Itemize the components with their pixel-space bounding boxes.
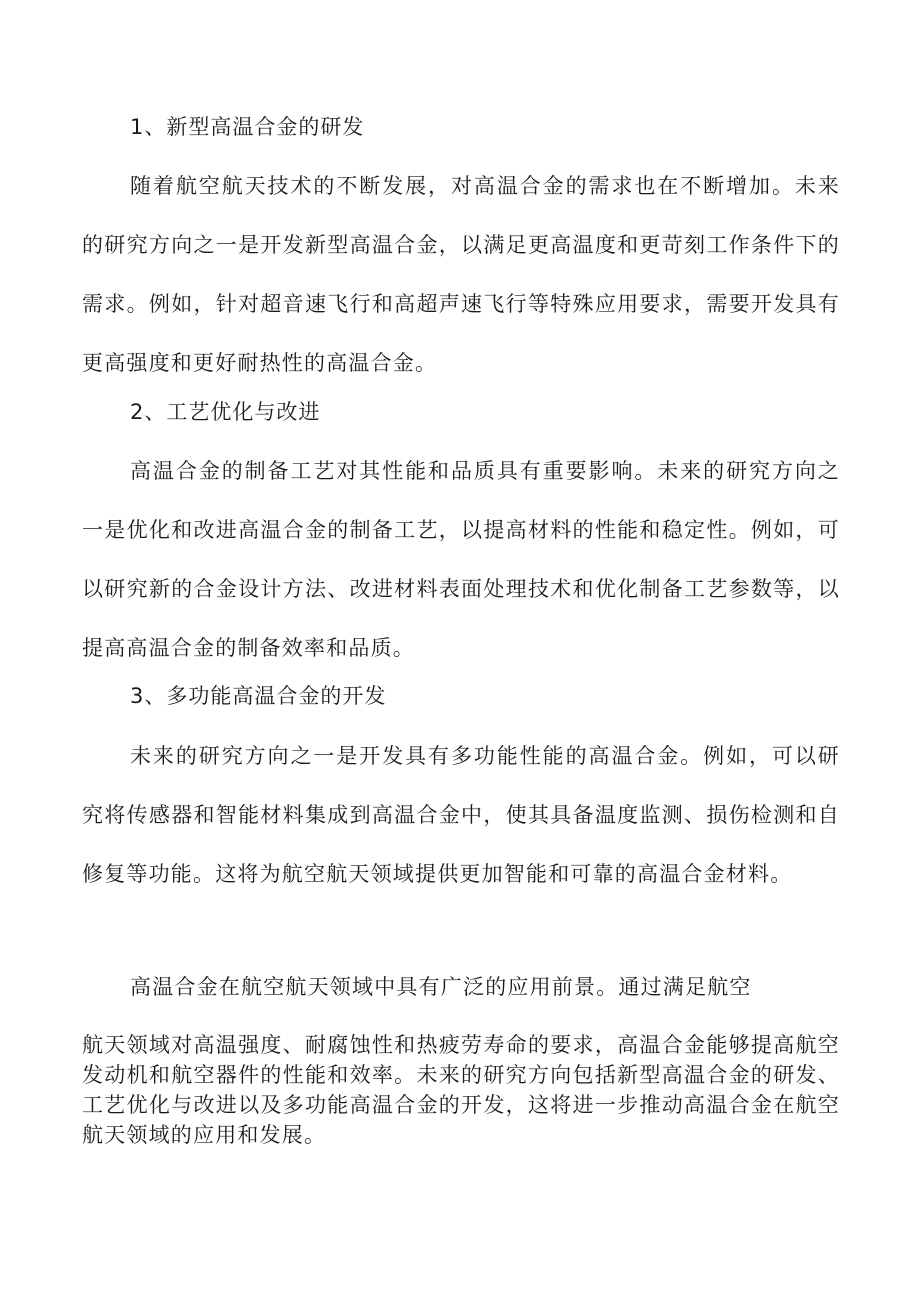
section-3-heading: 3、多功能高温合金的开发 [130, 684, 387, 708]
section-3-paragraph: 未来的研究方向之一是开发具有多功能性能的高温合金。例如，可以研究将传感器和智能材料集成到高温合金中，使其具备温度监测、损伤检测和自修复等功能。这将为航空航天领域提供更加智能和可靠的高温合金材料。 [82, 744, 840, 886]
section-1-paragraph: 随着航空航天技术的不断发展，对高温合金的需求也在不断增加。未来的研究方向之一是开发新型高温合金，以满足更高温度和更苛刻工作条件下的需求。例如，针对超音速飞行和高超声速飞行等特殊应用要求，需要开发具有更高强度和更好耐热性的高温合金。 [82, 174, 840, 375]
section-1-heading: 1、新型高温合金的研发 [130, 115, 365, 139]
conclusion-paragraph: 航天领域对高温强度、耐腐蚀性和热疲劳寿命的要求，高温合金能够提高航空发动机和航空器件的性能和效率。未来的研究方向包括新型高温合金的研发、工艺优化与改进以及多功能高温合金的开发，这将进一步推动高温合金在航空航天领域的应用和发展。 [82, 1033, 840, 1147]
conclusion-first-line: 高温合金在航空航天领域中具有广泛的应用前景。通过满足航空 [130, 975, 752, 999]
section-2-paragraph: 高温合金的制备工艺对其性能和品质具有重要影响。未来的研究方向之一是优化和改进高温合金的制备工艺，以提高材料的性能和稳定性。例如，可以研究新的合金设计方法、改进材料表面处理技术和优化制备工艺参数等，以提高高温合金的制备效率和品质。 [82, 459, 840, 660]
section-2-heading: 2、工艺优化与改进 [130, 400, 321, 424]
